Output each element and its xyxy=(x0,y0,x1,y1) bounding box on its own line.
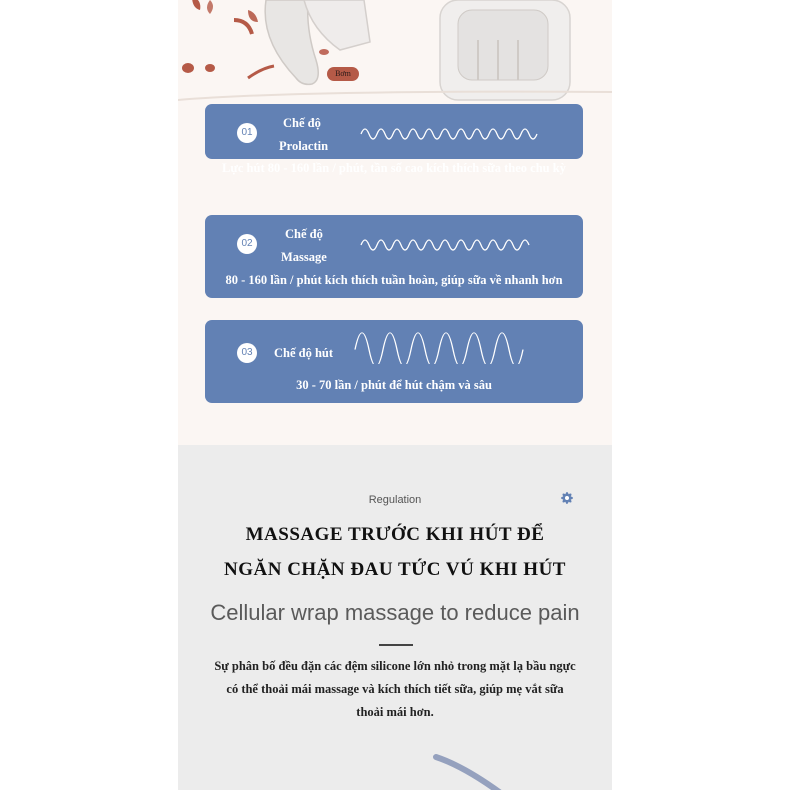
mode-description: 80 - 160 lần / phút kích thích tuần hoàn, giúp sữa về nhanh hơn xyxy=(225,273,563,287)
mode-number: 03 xyxy=(237,343,257,363)
mode-title: Chế độ xyxy=(285,227,323,241)
mode-description: Lực hút 80 - 160 lần / phút, tần số cao kích thích sữa theo chu kỳ xyxy=(222,161,566,175)
section-paragraph-line2: có thể thoải mái massage và kích thích tiết sữa, giúp mẹ vắt sữa xyxy=(226,682,564,696)
mode-number: 02 xyxy=(237,234,257,254)
mode-title: Chế độ xyxy=(283,116,321,130)
mode-card-prolactin xyxy=(205,104,583,159)
section-heading-line1: MASSAGE TRƯỚC KHI HÚT ĐỂ xyxy=(245,524,545,545)
section-heading-line2: NGĂN CHẶN ĐAU TỨC VÚ KHI HÚT xyxy=(224,559,566,580)
section-subtitle: Cellular wrap massage to reduce pain xyxy=(210,600,580,625)
mode-card-suction xyxy=(205,320,583,403)
breast-pump-illustration xyxy=(178,0,612,110)
mode-subtitle: Prolactin xyxy=(279,139,329,153)
mode-description: 30 - 70 lần / phút để hút chậm và sâu xyxy=(296,378,492,392)
flower-icon xyxy=(559,490,575,506)
section-paragraph-line3: thoải mái hơn. xyxy=(356,705,434,719)
divider xyxy=(379,644,413,646)
pump-badge: Bơm xyxy=(327,67,359,81)
wave-icon xyxy=(359,233,539,255)
mode-subtitle: Massage xyxy=(281,250,327,264)
mode-number: 01 xyxy=(237,123,257,143)
wave-icon xyxy=(359,122,539,144)
section-label: Regulation xyxy=(368,494,422,506)
wave-icon xyxy=(353,330,528,364)
mode-title: Chế độ hút xyxy=(274,346,334,360)
section-paragraph-line1: Sự phân bố đều đặn các đệm silicone lớn nhỏ trong mặt lạ bầu ngực xyxy=(214,659,576,673)
mode-card-massage xyxy=(205,215,583,298)
